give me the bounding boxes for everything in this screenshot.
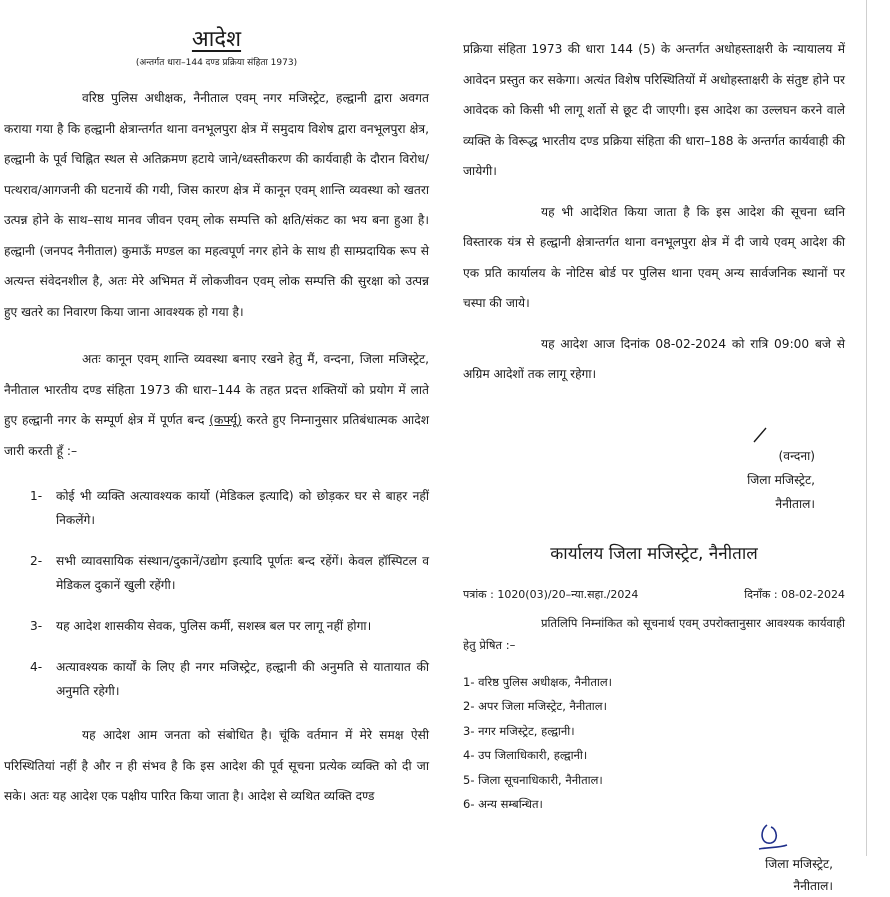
- list-item-number: 2-: [30, 554, 43, 568]
- right-column: [463, 0, 845, 897]
- copy-to-list: [463, 670, 845, 817]
- list-item: [4, 549, 429, 597]
- list-item: [4, 484, 429, 532]
- list-item: 3- नगर मजिस्ट्रेट, हल्द्वानी।: [463, 723, 575, 738]
- handwritten-signature-icon: [753, 823, 793, 853]
- list-item: [4, 655, 429, 703]
- left-column: [4, 0, 429, 812]
- final-signatory-place: नैनीताल।: [793, 878, 833, 893]
- effective-date-paragraph: यह आदेश आज दिनांक 08-02-2024 को रात्रि 09:00 बजे से अग्रिम आदेशों तक लागू रहेगा।: [463, 336, 845, 381]
- address-paragraph: यह आदेश आम जनता को संबोधित है। चूंकि वर्तमान में मेरे समक्ष ऐसी परिस्थितियां नहीं है और न ही संभव है कि इस आदेश की पूर्व सूचना प्रत्येक व्यक्ति को दी जा सके। अतः यह आदेश एक पक्षीय पारित किया जाता है। आदेश से व्यथित व्यक्ति दण्ड: [4, 728, 429, 803]
- list-item: 4- उप जिलाधिकारी, हल्द्वानी।: [463, 748, 588, 762]
- reference-date: दिनाँक : 08-02-2024: [744, 587, 845, 601]
- list-item: 2- अपर जिला मजिस्ट्रेट, नैनीताल।: [463, 699, 607, 713]
- list-item-text: अत्यावश्यक कार्यों के लिए ही नगर मजिस्ट्रेट, हल्द्वानी की अनुमति से यातायात की अनुमति रहेगी।: [56, 660, 429, 698]
- order-list: [4, 484, 429, 703]
- list-item: 6- अन्य सम्बन्धित।: [463, 797, 543, 811]
- authority-paragraph: [4, 344, 429, 466]
- list-item-text: यह आदेश शासकीय सेवक, पुलिस कर्मी, सशस्त्र बल पर लागू नहीं होगा।: [56, 619, 372, 633]
- list-item: 5- जिला सूचनाधिकारी, नैनीताल।: [463, 772, 603, 787]
- authority-text: अतः कानून एवम् शान्ति व्यवस्था बनाए रखने हेतु मैं, वन्दना, जिला मजिस्ट्रेट, नैनीताल भारतीय दण्ड संहिता 1973 की धारा–144 के तहत प्रदत्त शक्तियों को प्रयोग में लाते हुए हल्द्वानी नगर के सम्पूर्ण क्षेत्र में पूर्णत बन्द: [4, 352, 429, 427]
- list-item-number: 1-: [30, 489, 43, 503]
- list-item-text: सभी व्यावसायिक संस्थान/दुकानें/उद्योग इत्यादि पूर्णतः बन्द रहेंगें। केवल हॉस्पिटल व मेडिकल दुकानें खुली रहेंगी।: [56, 554, 429, 592]
- page-edge: [866, 0, 867, 856]
- final-signature-block: [463, 823, 845, 897]
- reference-line: [463, 586, 845, 604]
- list-item-number: 4-: [30, 660, 43, 674]
- order-subtitle: (अन्तर्गत धारा–144 दण्ड प्रक्रिया संहिता 1973): [135, 58, 298, 68]
- office-title: कार्यालय जिला मजिस्ट्रेट, नैनीताल: [550, 543, 758, 564]
- preamble-paragraph: वरिष्ठ पुलिस अधीक्षक, नैनीताल एवम् नगर मजिस्ट्रेट, हल्द्वानी द्वारा अवगत कराया गया है कि हल्द्वानी क्षेत्रान्तर्गत थाना वनभूलपुरा क्षेत्र में समुदाय विशेष द्वारा वनभूलपुरा क्षेत्र, हल्द्वानी के पूर्व चिह्नित स्थल से अतिक्रमण हटाये जाने/ध्वस्तीकरण की कार्यवाही के दौरान विरोध/पत्थराव/आगजनी की घटनायें की गयी, जिस कारण क्षेत्र में कानून एवम् शान्ति व्यवस्था को खतरा उत्पन्न होने के साथ–साथ मानव जीवन एवम् लोक सम्पत्ति को क्षति/संकट का भय बना हुआ है। हल्द्वानी (जनपद नैनीताल) कुमाऊँ मण्डल का महत्वपूर्ण नगर होने के साथ ही साम्प्रदायिक रूप से अत्यन्त संवेदनशील है, अतः मेरे अभिमत में लोकजीवन एवम् लोक सम्पत्ति की सुरक्षा को उत्पन्न हुए खतरे का निवारण किया जाना आवश्यक हो गया है।: [4, 91, 429, 319]
- appeal-paragraph: प्रक्रिया संहिता 1973 की धारा 144 (5) के अन्तर्गत अधोहस्ताक्षरी के न्यायालय में आवेदन प्रस्तुत कर सकेगा। अत्यंत विशेष परिस्थितियों में अधोहस्ताक्षरी के संतुष्ट होने पर आवेदक को किसी भी लागू शर्तो से छूट दी जाएगी। इस आदेश का उल्लघन करने वाले व्यक्ति के विरूद्ध भारतीय दण्ड प्रक्रिया संहिता की धारा–188 के अन्तर्गत कार्यवाही की जायेगी।: [463, 42, 845, 178]
- copy-intro: प्रतिलिपि निम्नांकित को सूचनार्थ एवम् उपरोक्तानुसार आवश्यक कार्यवाही हेतु प्रेषित :–: [463, 615, 845, 652]
- list-item: [4, 614, 429, 638]
- final-signatory-designation: जिला मजिस्ट्रेट,: [765, 856, 833, 871]
- signatory-place: नैनीताल।: [775, 496, 815, 511]
- signatory-designation: जिला मजिस्ट्रेट,: [747, 472, 815, 487]
- list-item-number: 3-: [30, 619, 43, 633]
- reference-number: पत्रांक : 1020(03)/20–न्या.सहा./2024: [463, 587, 639, 601]
- list-item-text: कोई भी व्यक्ति अत्यावश्यक कार्यो (मेडिकल इत्यादि) को छोड़कर घर से बाहर नहीं निकलेंगे।: [56, 489, 429, 527]
- list-item: 1- वरिष्ठ पुलिस अधीक्षक, नैनीताल।: [463, 674, 613, 689]
- order-title: आदेश: [191, 27, 242, 52]
- authority-text-end: करते हुए निम्नानुसार प्रतिबंधात्मक आदेश जारी करती हूँ :–: [4, 413, 430, 458]
- signature-block: [463, 426, 845, 516]
- publicity-paragraph: यह भी आदेशित किया जाता है कि इस आदेश की सूचना ध्वनि विस्तारक यंत्र से हल्द्वानी क्षेत्रान्तर्गत थाना वनभूलपुरा क्षेत्र में दी जाये एवम् आदेश की एक प्रति कार्यालय के नोटिस बोर्ड पर पुलिस थाना एवम् अन्य सार्वजनिक स्थानों पर चस्पा की जाये।: [463, 204, 845, 310]
- curfew-term: (कर्फ्यू): [209, 413, 242, 427]
- signatory-name: (वन्दना): [778, 448, 815, 463]
- signature-mark-icon: [463, 426, 815, 444]
